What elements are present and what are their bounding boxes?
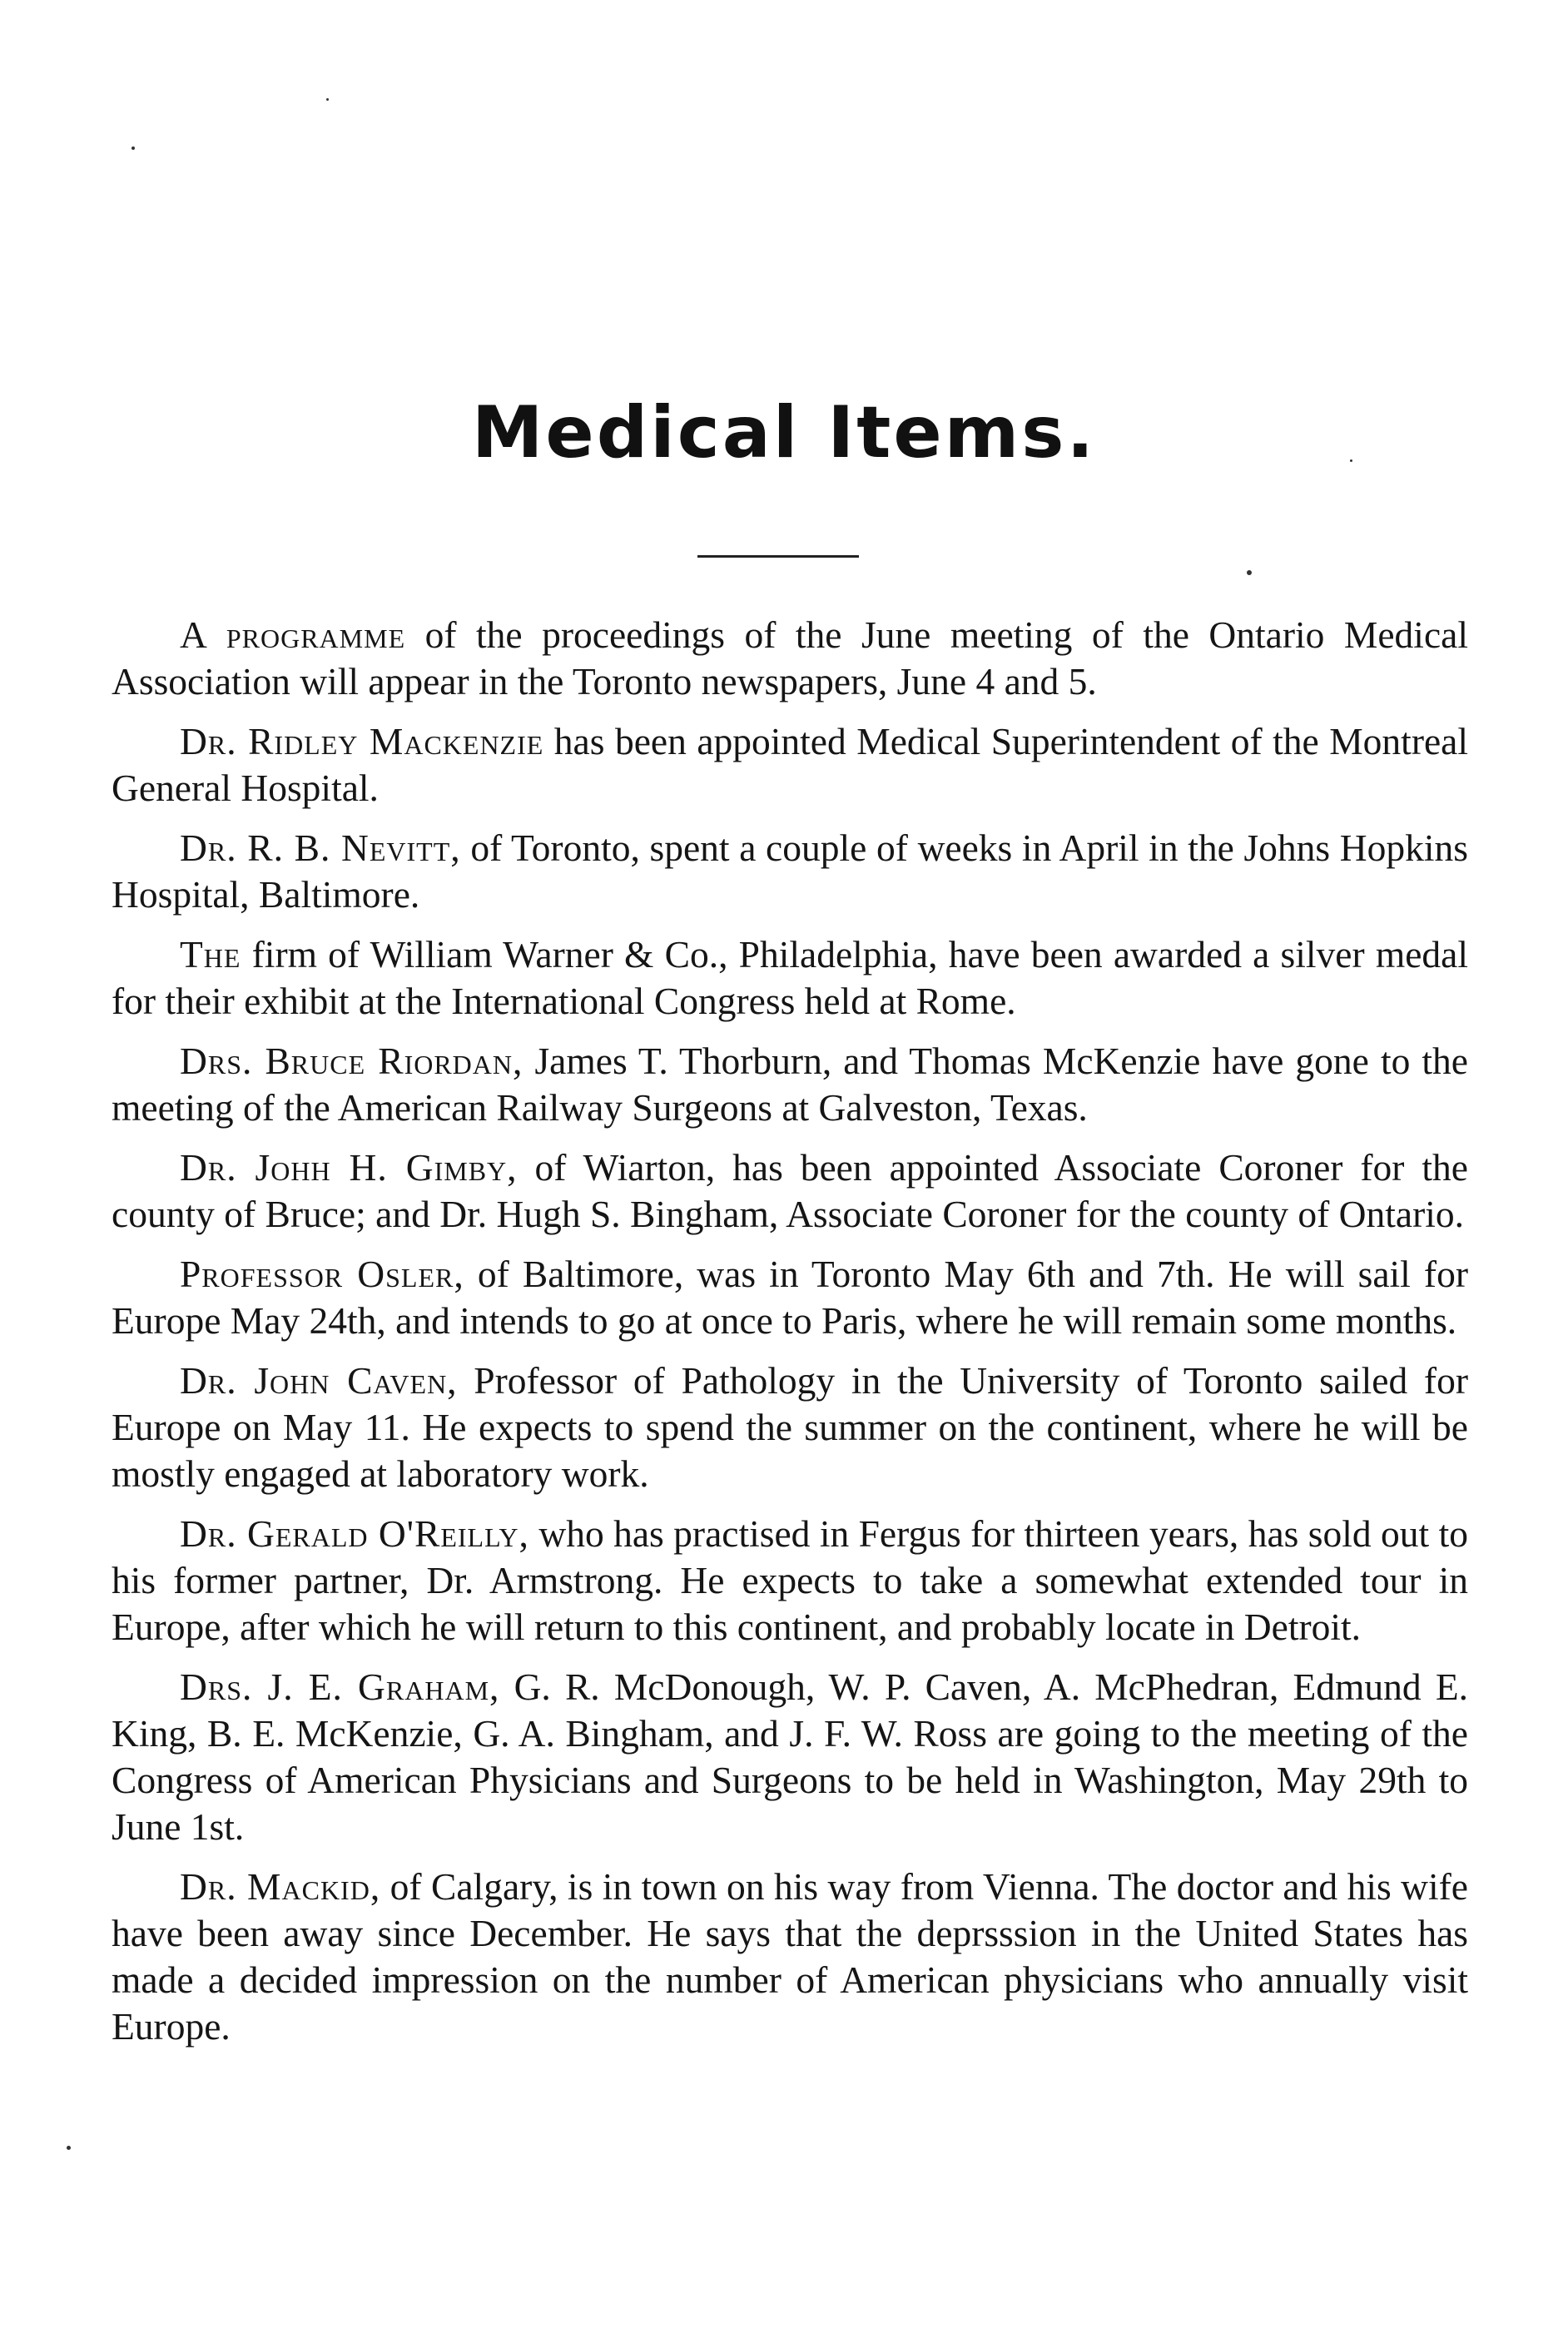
item-text: of Calgary, is in town on his way from Vienna. The doctor and his wife have been away since December. He says that the deprsssion in the United States has made a decided impression on the number of American physicians who annually visit Europe. [112, 1865, 1468, 2048]
item-lead: Professor Osler, [180, 1253, 464, 1295]
item-graham [112, 1664, 1468, 1850]
item-oreilly [112, 1511, 1468, 1651]
item-text: who has practised in Fergus for thirteen years, has sold out to his former partner, Dr. Armstrong. He expects to take a somewhat extended tour in Europe, after which he will return to this continent, and probably locate in Detroit. [112, 1512, 1469, 1648]
item-text: James T. Thorburn, and Thomas McKenzie have gone to the meeting of the American Railway Surgeons at Galveston, Texas. [112, 1040, 1468, 1129]
item-lead: Dr. Gerald O'Reilly, [180, 1512, 529, 1555]
item-text: has been appointed Medical Superintendent of the Montreal General Hospital. [112, 720, 1469, 809]
item-text: Professor of Pathology in the University of Toronto sailed for Europe on May 11. He expects to spend the summer on the continent, where he will be mostly engaged at laboratory work. [112, 1359, 1468, 1495]
scan-speck [326, 98, 329, 101]
item-osler [112, 1251, 1468, 1344]
item-warner [112, 931, 1468, 1025]
item-caven [112, 1358, 1468, 1497]
scan-speck [1247, 570, 1252, 575]
item-lead: Drs. J. E. Graham, [180, 1665, 500, 1708]
item-lead: A programme [180, 613, 406, 656]
item-text: of Baltimore, was in Toronto May 6th and 7th. He will sail for Europe May 24th, and intends to go at once to Paris, where he will remain some months. [112, 1253, 1468, 1342]
title-rule [697, 555, 859, 558]
item-lead: Drs. Bruce Riordan, [180, 1040, 523, 1082]
item-text: firm of William Warner & Co., Philadelphia, have been awarded a silver medal for their exhibit at the International Congress held at Rome. [112, 933, 1468, 1022]
item-text: of the proceedings of the June meeting of the Ontario Medical Association will appear in the Toronto newspapers, June 4 and 5. [112, 613, 1468, 702]
item-riordan [112, 1038, 1468, 1131]
item-mackid [112, 1864, 1468, 2050]
scan-speck [131, 146, 135, 150]
item-mackenzie [112, 718, 1468, 812]
scan-speck [1350, 459, 1352, 462]
item-lead: Dr. Johh H. Gimby, [180, 1146, 518, 1189]
item-text: of Wiarton, has been appointed Associate Coroner for the county of Bruce; and Dr. Hugh S. Bingham, Associate Coroner for the county of Ontario. [112, 1146, 1468, 1235]
item-lead: Dr. Mackid, [180, 1865, 381, 1908]
item-gimby [112, 1144, 1468, 1238]
page-title: Medical Items. [471, 391, 1097, 474]
item-programme [112, 612, 1468, 705]
item-lead: Dr. Ridley Mackenzie [180, 720, 544, 762]
scan-speck [67, 2146, 71, 2150]
medical-items-list [112, 612, 1468, 2063]
item-text: G. R. McDonough, W. P. Caven, A. McPhedran, Edmund E. King, B. E. McKenzie, G. A. Bingham, and J. F. W. Ross are going to the meeting of the Congress of American Physicians and Surgeons to be held in Washington, May 29th to June 1st. [112, 1665, 1468, 1848]
item-lead: The [180, 933, 241, 975]
item-lead: Dr. R. B. Nevitt, [180, 827, 461, 869]
item-nevitt [112, 825, 1468, 918]
item-text: of Toronto, spent a couple of weeks in April in the Johns Hopkins Hospital, Baltimore. [112, 827, 1469, 916]
item-lead: Dr. John Caven, [180, 1359, 458, 1402]
